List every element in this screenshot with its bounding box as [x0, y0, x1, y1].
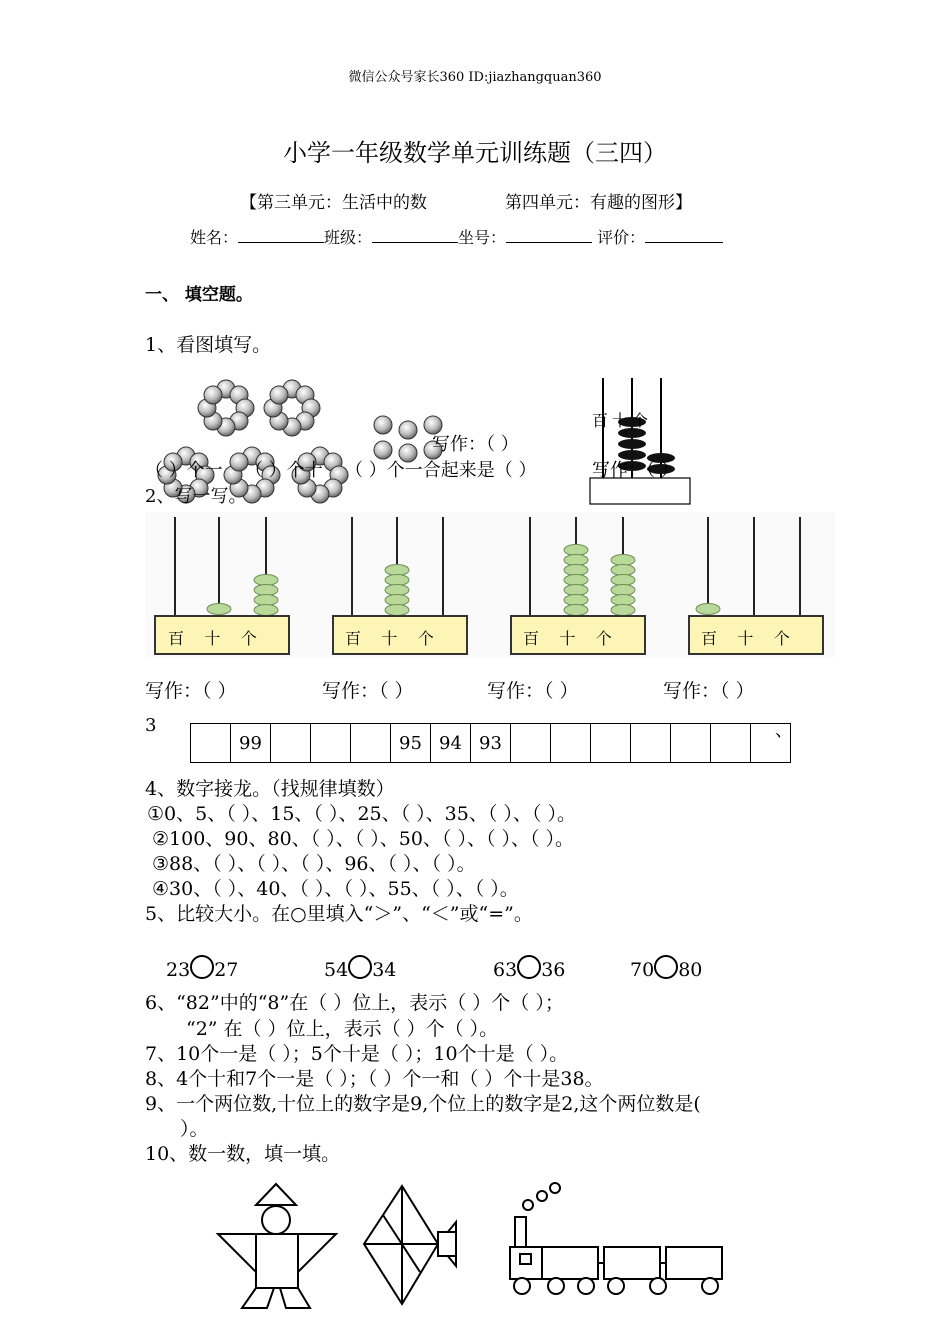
seq-cell[interactable]: [351, 724, 391, 763]
abacus-3-labels: 百 十 个: [523, 629, 612, 648]
compare-pair-1: 23 27: [166, 955, 238, 981]
name-label: 姓名：: [190, 228, 239, 247]
seq-cell[interactable]: [671, 724, 711, 763]
compare-pair-3: 63 36: [493, 955, 565, 981]
q2-write-2: 写作：（ ）: [322, 680, 414, 702]
eval-blank[interactable]: [645, 228, 723, 243]
q2-write-1: 写作：（ ）: [145, 680, 237, 702]
seq-cell[interactable]: [511, 724, 551, 763]
q2-write-3: 写作：（ ）: [487, 680, 579, 702]
seat-label: 坐号：: [458, 228, 507, 247]
q6-line-1: 6、“82”中的“8”在（ ）位上，表示（ ）个（ ）；: [145, 992, 564, 1014]
q5-label: 5、比较大小。在○里填入“＞”、“＜”或“=”。: [145, 903, 533, 925]
subtitle-right: 第四单元：有趣的图形】: [505, 193, 692, 213]
seat-blank[interactable]: [506, 228, 592, 243]
subtitle-left: 【第三单元：生活中的数: [240, 193, 427, 213]
abacus-2-labels: 百 十 个: [345, 629, 434, 648]
q1-write-1: 写作：（ ）: [432, 434, 519, 455]
q2-write-4: 写作：（ ）: [663, 680, 755, 702]
q1-line-a: （ ）个一: [145, 460, 223, 481]
page-header: 微信公众号家长360 ID:jiazhangquan360: [348, 70, 602, 85]
compare-circle[interactable]: [654, 955, 678, 979]
q3-tail: 、: [775, 720, 793, 741]
abacus-4-labels: 百 十 个: [701, 629, 790, 648]
page-title: 小学一年级数学单元训练题（三四）: [283, 139, 667, 167]
q2-abacus-row: [0, 512, 950, 657]
compare-pair-4: 70 80: [630, 955, 702, 981]
seq-cell: 95: [391, 724, 431, 763]
q3-label: 3: [145, 715, 157, 736]
seq-cell[interactable]: [591, 724, 631, 763]
compare-pair-2: 54 34: [324, 955, 396, 981]
seq-cell: 93: [471, 724, 511, 763]
seq-cell[interactable]: [311, 724, 351, 763]
seq-cell[interactable]: [711, 724, 751, 763]
q4-line-4: ④30、（ ）、40、（ ）、（ ）、55、（ ）、（ ）。: [152, 878, 519, 900]
train-figure: [510, 1183, 722, 1294]
info-line: [190, 225, 723, 248]
q10-label: 10、数一数，填一填。: [145, 1143, 341, 1165]
q1-line-c: （ ）个一合起来是（ ）: [345, 460, 537, 481]
seq-cell[interactable]: [271, 724, 311, 763]
q10-shapes-figure: [0, 1180, 950, 1340]
seq-cell: 99: [231, 724, 271, 763]
q8-line: 8、4个十和7个一是（ ）；（ ）个一和（ ）个十是38。: [145, 1068, 604, 1090]
bead-ring-1: [198, 380, 254, 436]
name-blank[interactable]: [238, 228, 324, 243]
q1-line-b: （ ）个十: [245, 460, 323, 481]
compare-circle[interactable]: [190, 955, 214, 979]
q6-line-2: “2” 在（ ）位上，表示（ ）个（ ）。: [186, 1018, 499, 1040]
q7-line: 7、10个一是（ ）；5个十是（ ）；10个十是（ ）。: [145, 1043, 569, 1065]
seq-cell[interactable]: [551, 724, 591, 763]
q9-line-1: 9、一个两位数,十位上的数字是9,个位上的数字是2,这个两位数是(: [145, 1093, 701, 1115]
black-abacus-labels: 百十个: [592, 411, 653, 430]
q9-line-2: ）。: [180, 1118, 209, 1140]
seq-cell[interactable]: [191, 724, 231, 763]
seq-cell: 94: [431, 724, 471, 763]
q2-label: 2、写一写。: [145, 486, 247, 507]
compare-circle[interactable]: [517, 955, 541, 979]
q4-line-2: ②100、90、80、（ ）、（ ）、50、（ ）、（ ）、（ ）。: [152, 828, 575, 850]
section-1-heading: 一、 填空题。: [145, 285, 253, 305]
q4-line-1: ①0、5、（ ）、15、（ ）、25、（ ）、35、（ ）、（ ）。: [147, 803, 576, 825]
q4-line-3: ③88、（ ）、（ ）、（ ）、96、（ ）、（ ）。: [152, 853, 476, 875]
robot-figure: [218, 1184, 336, 1308]
black-abacus: [590, 378, 690, 504]
seq-cell[interactable]: [631, 724, 671, 763]
q1-write-2: 写作：（ ）: [592, 460, 679, 481]
compare-circle[interactable]: [348, 955, 372, 979]
eval-label: 评价：: [597, 228, 646, 247]
abacus-1-labels: 百 十 个: [168, 629, 257, 648]
fish-figure: [364, 1186, 456, 1304]
class-label: 班级：: [324, 228, 373, 247]
q4-label: 4、数字接龙。（找规律填数）: [145, 778, 395, 800]
class-blank[interactable]: [372, 228, 458, 243]
bead-ring-2: [264, 380, 320, 436]
number-sequence-table: [190, 723, 791, 763]
q1-label: 1、看图填写。: [145, 334, 272, 356]
